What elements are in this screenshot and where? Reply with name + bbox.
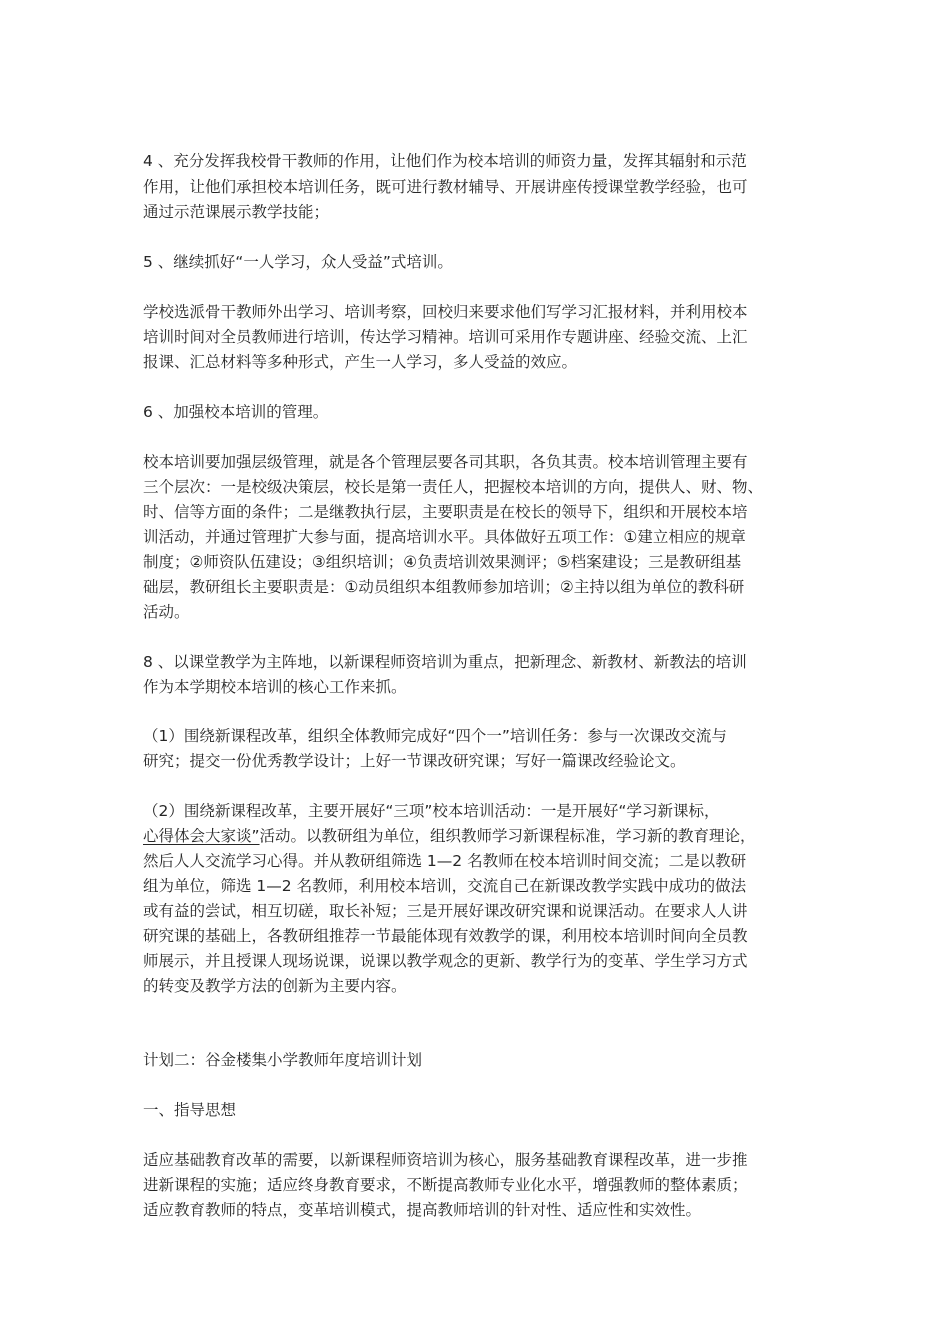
text-line: 的转变及教学方法的创新为主要内容。 (143, 977, 407, 995)
text-line: 作用，让他们承担校本培训任务，既可进行教材辅导、开展讲座传授课堂教学经验，也可 (143, 178, 748, 196)
text-line: 或有益的尝试，相互切磋，取长补短；三是开展好课改研究课和说课活动。在要求人人讲 (143, 902, 748, 920)
section-heading: 一、指导思想 (143, 1101, 237, 1119)
text-line: 活动。 (143, 603, 190, 621)
text-line: 适应基础教育改革的需要，以新课程师资培训为核心，服务基础教育课程改革，进一步推 (143, 1151, 748, 1169)
section-heading: 8 、以课堂教学为主阵地，以新课程师资培训为重点，把新理念、新教材、新教法的培训 (143, 653, 747, 671)
text-line: 研究课的基础上，各教研组推荐一节最能体现有效教学的课，利用校本培训时间向全员教 (143, 927, 748, 945)
text-line: 报课、汇总材料等多种形式，产生一人学习，多人受益的效应。 (143, 353, 578, 371)
text-line: 础层，教研组长主要职责是：①动员组织本组教师参加培训；②主持以组为单位的教科研 (143, 578, 745, 596)
text-line: 时、信等方面的条件；二是继教执行层，主要职责是在校长的领导下，组织和开展校本培 (143, 503, 748, 521)
text-line-remainder: 活动。以教研组为单位，组织教师学习新课程标准，学习新的教育理论， (259, 827, 756, 845)
text-line: 进新课程的实施；适应终身教育要求，不断提高教师专业化水平，增强教师的整体素质； (143, 1176, 748, 1194)
text-line (143, 824, 823, 848)
section-heading: 5 、继续抓好“一人学习，众人受益”式培训。 (143, 253, 453, 271)
text-line: 4 、充分发挥我校骨干教师的作用，让他们作为校本培训的师资力量，发挥其辐射和示范 (143, 152, 747, 170)
text-line: 通过示范课展示教学技能； (143, 203, 330, 221)
text-line: 适应教育教师的特点，变革培训模式，提高教师培训的针对性、适应性和实效性。 (143, 1201, 702, 1219)
text-line: 师展示，并且授课人现场说课，说课以教学观念的更新、教学行为的变革、学生学习方式 (143, 952, 748, 970)
text-line: 学校选派骨干教师外出学习、培训考察，回校归来要求他们写学习汇报材料，并利用校本 (143, 303, 748, 321)
text-line: 作为本学期校本培训的核心工作来抓。 (143, 678, 407, 696)
text-line: 研究；提交一份优秀教学设计；上好一节课改研究课；写好一篇课改经验论文。 (143, 752, 686, 770)
section-heading: 6 、加强校本培训的管理。 (143, 403, 329, 421)
text-line: 培训时间对全员教师进行培训，传达学习精神。培训可采用作专题讲座、经验交流、上汇 (143, 328, 748, 346)
text-line: 然后人人交流学习心得。并从教研组筛选 1—2 名教师在校本培训时间交流；二是以教研 (143, 852, 747, 870)
text-line: 制度；②师资队伍建设；③组织培训；④负责培训效果测评；⑤档案建设；三是教研组基 (143, 553, 742, 571)
text-line: 组为单位，筛选 1—2 名教师，利用校本培训，交流自己在新课改教学实践中成功的做法 (143, 877, 747, 895)
underlined-phrase: 心得体会大家谈” (143, 827, 260, 845)
text-line: （2）围绕新课程改革，主要开展好“三项”校本培训活动：一是开展好“学习新课标， (143, 802, 720, 820)
text-line: 校本培训要加强层级管理，就是各个管理层要各司其职，各负其责。校本培训管理主要有 (143, 453, 748, 471)
text-line: （1）围绕新课程改革，组织全体教师完成好“四个一”培训任务：参与一次课改交流与 (143, 727, 727, 745)
text-line: 训活动，并通过管理扩大参与面，提高培训水平。具体做好五项工作：①建立相应的规章 (143, 528, 746, 546)
text-line: 三个层次：一是校级决策层，校长是第一责任人，把握校本培训的方向，提供人、财、物、 (143, 478, 764, 496)
plan-title: 计划二：谷金楼集小学教师年度培训计划 (143, 1051, 423, 1069)
